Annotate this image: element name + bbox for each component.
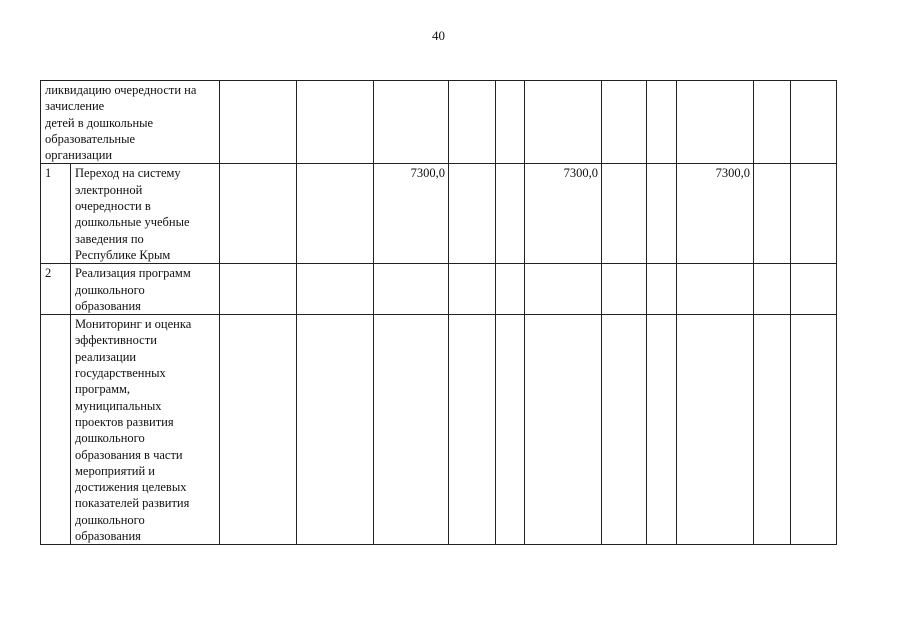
- page-number: 40: [432, 28, 445, 43]
- table-row-intro: [41, 81, 837, 164]
- table-row: [41, 264, 837, 315]
- value-cell: 7300,0: [677, 164, 754, 264]
- value-cell: 7300,0: [374, 164, 449, 264]
- value-cell: 7300,0: [525, 164, 602, 264]
- intro-text-cell: ликвидацию очередности на зачисление детей в дошкольные образовательные организации: [41, 81, 220, 164]
- row-text: Мониторинг и оценка эффективности реализации государственных программ, муниципальных проектов развития дошкольного образования в части мероприятий и достижения целевых показателей развития дошкольного образования: [71, 315, 220, 545]
- row-index: [41, 315, 71, 545]
- data-table: [40, 80, 837, 545]
- row-index: 2: [41, 264, 71, 315]
- row-text: Реализация программ дошкольного образования: [71, 264, 220, 315]
- row-text: Переход на систему электронной очередности в дошкольные учебные заведения по Республике Крым: [71, 164, 220, 264]
- row-index: 1: [41, 164, 71, 264]
- table-row: [41, 315, 837, 545]
- table-row: [41, 164, 837, 264]
